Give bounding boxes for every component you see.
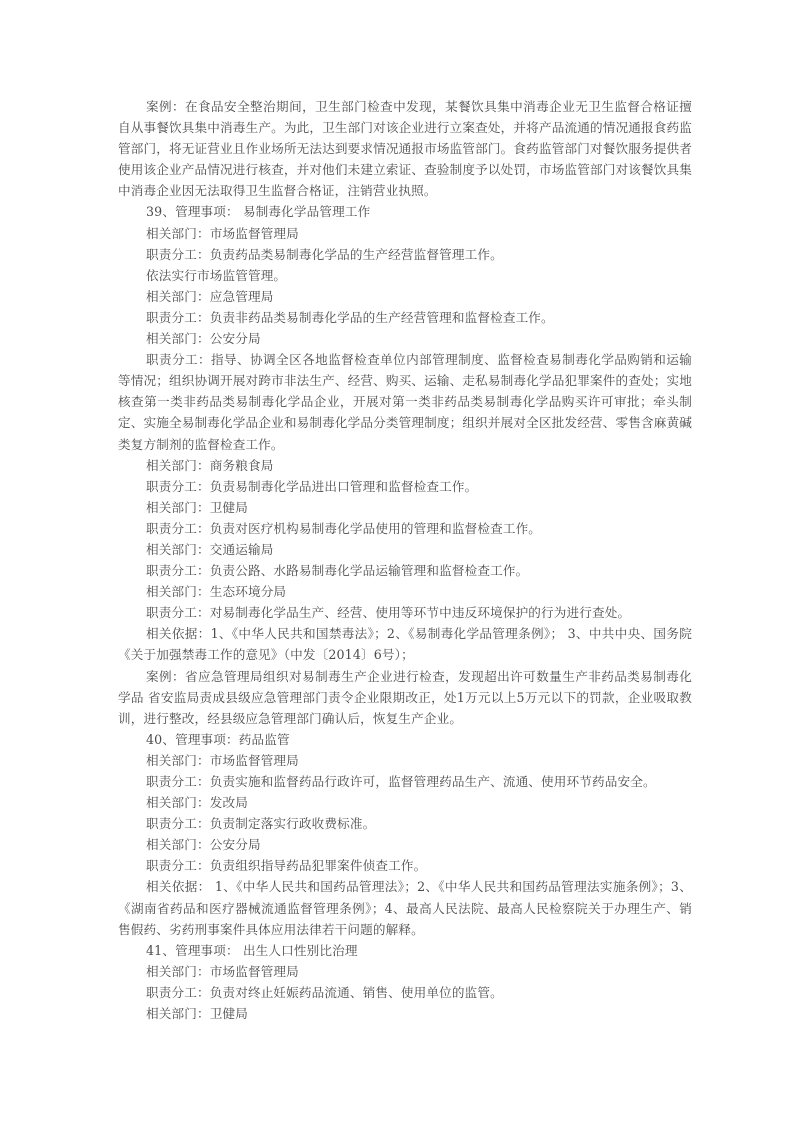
- item-40-heading: 40、管理事项：药品监管: [146, 731, 290, 747]
- related-department: 相关部门：商务粮食局: [146, 457, 274, 473]
- case-paragraph: 案例：在食品安全整治期间，卫生部门检查中发现，某餐饮具集中消毒企业无卫生监督合格证擅自从事餐饮具集中消毒生产。为此，卫生部门对该企业进行立案查处，并将产品流通的情况通报食药监管部门，将无证营业且作业场所无法达到要求情况通报市场监管部门。食药监管部门对餐饮服务提供者使用该企业产品情况进行核查，并对他们未建立索证、查验制度予以处罚，市场监管部门对该餐饮具集中消毒企业因无法取得卫生监督合格证，注销营业执照。: [118, 99, 692, 199]
- responsibility: 职责分工：指导、协调全区各地监督检查单位内部管理制度、监督检查易制毒化学品购销和运输等情况；组织协调开展对跨市非法生产、经营、购买、运输、走私易制毒化学品犯罪案件的查处；实地核查第一类非药品类易制毒化学品企业，开展对第一类非药品类易制毒化学品购买许可审批；牵头制定、实施全易制毒化学品企业和易制毒化学品分类管理制度；组织并展对全区批发经营、零售含麻黄碱类复方制剂的监督检查工作。: [118, 352, 692, 452]
- responsibility: 职责分工：负责实施和监督药品行政许可，监督管理药品生产、流通、使用环节药品安全。: [146, 774, 656, 789]
- related-department: 相关部门：公安分局: [146, 837, 261, 853]
- related-department: 相关部门：生态环境分局: [146, 584, 287, 600]
- responsibility: 职责分工：对易制毒化学品生产、经营、使用等环节中违反环境保护的行为进行查处。: [146, 605, 631, 621]
- case-paragraph: 案例：省应急管理局组织对易制毒生产企业进行检查，发现超出许可数量生产非药品类易制毒化学品 省安监局责成县级应急管理部门责令企业限期改正，处1万元以上5万元以下的罚款，企业吸取教训，进行整改，经县级应急管理部门确认后，恢复生产企业。: [118, 668, 692, 726]
- responsibility: 职责分工：负责非药品类易制毒化学品的生产经营管理和监督检查工作。: [146, 309, 554, 325]
- document-body: [118, 96, 692, 1024]
- related-department: 相关部门：交通运输局: [146, 541, 274, 557]
- related-department: 相关部门：发改局: [146, 795, 248, 811]
- related-department: 相关部门：卫健局: [146, 1006, 248, 1022]
- responsibility: 职责分工：负责组织指导药品犯罪案件侦查工作。: [146, 858, 427, 874]
- related-department: 相关部门：市场监督管理局: [146, 963, 299, 979]
- item-41-heading: 41、管理事项： 出生人口性别比治理: [146, 942, 358, 958]
- responsibility-note: 依法实行市场监管管理。: [146, 267, 287, 283]
- item-39-heading: 39、管理事项： 易制毒化学品管理工作: [146, 204, 371, 220]
- legal-basis: 相关依据：1、《中华人民共和国禁毒法》；2、《易制毒化学品管理条例》； 3、中共中央、国务院《关于加强禁毒工作的意见》（中发〔2014〕6号）；: [118, 626, 692, 663]
- legal-basis: 相关依据： 1、《中华人民共和国药品管理法》；2、《中华人民共和国药品管理法实施条例》；3、《湖南省药品和医疗器械流通监督管理条例》；4、最高人民法院、最高人民检察院关于办理生产、销售假药、劣药刑事案件具体应用法律若干问题的解释。: [118, 879, 692, 937]
- responsibility: 职责分工：负责药品类易制毒化学品的生产经营监督管理工作。: [146, 246, 503, 262]
- related-department: 相关部门：卫健局: [146, 499, 248, 515]
- related-department: 相关部门：应急管理局: [146, 288, 274, 304]
- responsibility: 职责分工：负责公路、水路易制毒化学品运输管理和监督检查工作。: [146, 563, 529, 579]
- related-department: 相关部门：市场监督管理局: [146, 752, 299, 768]
- related-department: 相关部门：市场监督管理局: [146, 225, 299, 241]
- related-department: 相关部门：公安分局: [146, 331, 261, 347]
- responsibility: 职责分工：负责易制毒化学品进出口管理和监督检查工作。: [146, 478, 478, 494]
- responsibility: 职责分工：负责制定落实行政收费标准。: [146, 816, 376, 832]
- responsibility: 职责分工：负责对终止妊娠药品流通、销售、使用单位的监管。: [146, 984, 503, 1000]
- responsibility: 职责分工：负责对医疗机构易制毒化学品使用的管理和监督检查工作。: [146, 520, 542, 536]
